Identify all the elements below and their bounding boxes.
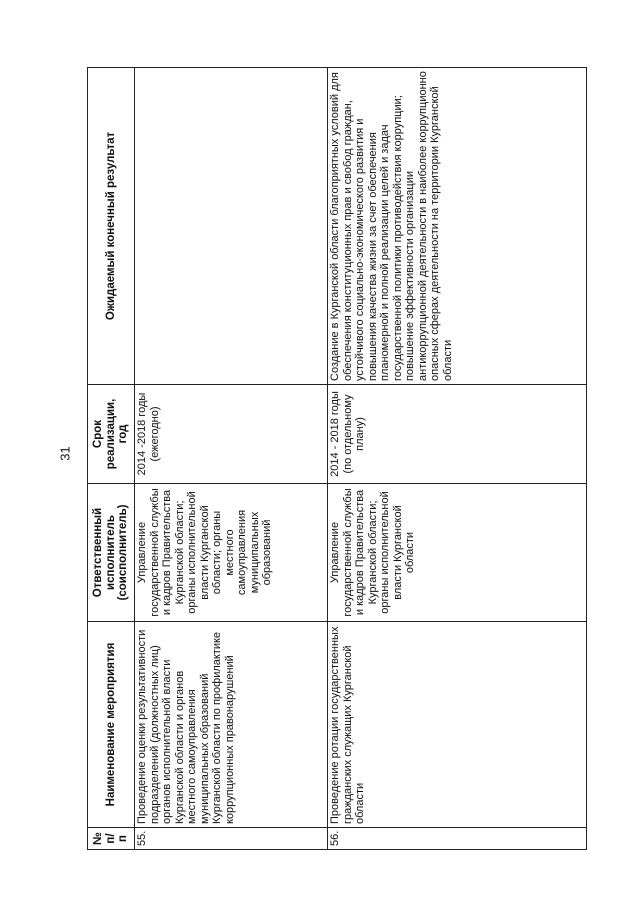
table-header-row [88, 68, 135, 850]
row-measure-name: Проведение ротации государственных гражданских служащих Курганской области [328, 622, 587, 828]
row-number: 55. [135, 828, 328, 850]
page-number: 31 [57, 446, 73, 461]
rotated-table-container [87, 68, 586, 850]
row-measure-name: Проведение оценки результативности подразделений (должностных лиц) органов исполнительной власти Курганской области и органов местного самоуправления муниципальных образований Курганской области по профилактике коррупционных правонарушений [135, 622, 328, 828]
header-responsible: Ответственный исполнитель (соисполнитель) [88, 484, 135, 622]
header-period: Срок реализации, год [88, 385, 135, 484]
row-number: 56. [328, 828, 587, 850]
header-result: Ожидаемый конечный результат [88, 68, 135, 385]
measures-table [87, 67, 587, 850]
row-period: 2014 -2018 годы (ежегодно) [135, 385, 328, 484]
row-period: 2014 - 2018 годы (по отдельному плану) [328, 385, 587, 484]
header-name: Наименование мероприятия [88, 622, 135, 828]
row-responsible: Управление государственной службы и кадров Правительства Курганской области; органы исполнительной власти Курганской области; органы местного самоуправления муниципальных образований [135, 484, 328, 622]
table-row [135, 68, 328, 850]
row-result [135, 68, 328, 385]
table-row [328, 68, 587, 850]
row-responsible: Управление государственной службы и кадров Правительства Курганской области; органы исполнительной власти Курганской области [328, 484, 587, 622]
row-result: Создание в Курганской области благоприятных условий для обеспечения конституционных прав и свобод граждан, устойчивого социально-экономического развития и повышения качества жизни за счет обеспечения планомерной и полной реализации целей и задач государственной политики противодействия коррупции; повышение эффективности организации антикоррупционной деятельности в наиболее коррупционно опасных сферах деятельности на территории Курганской области [328, 68, 587, 385]
header-num: № п/п [88, 828, 135, 850]
